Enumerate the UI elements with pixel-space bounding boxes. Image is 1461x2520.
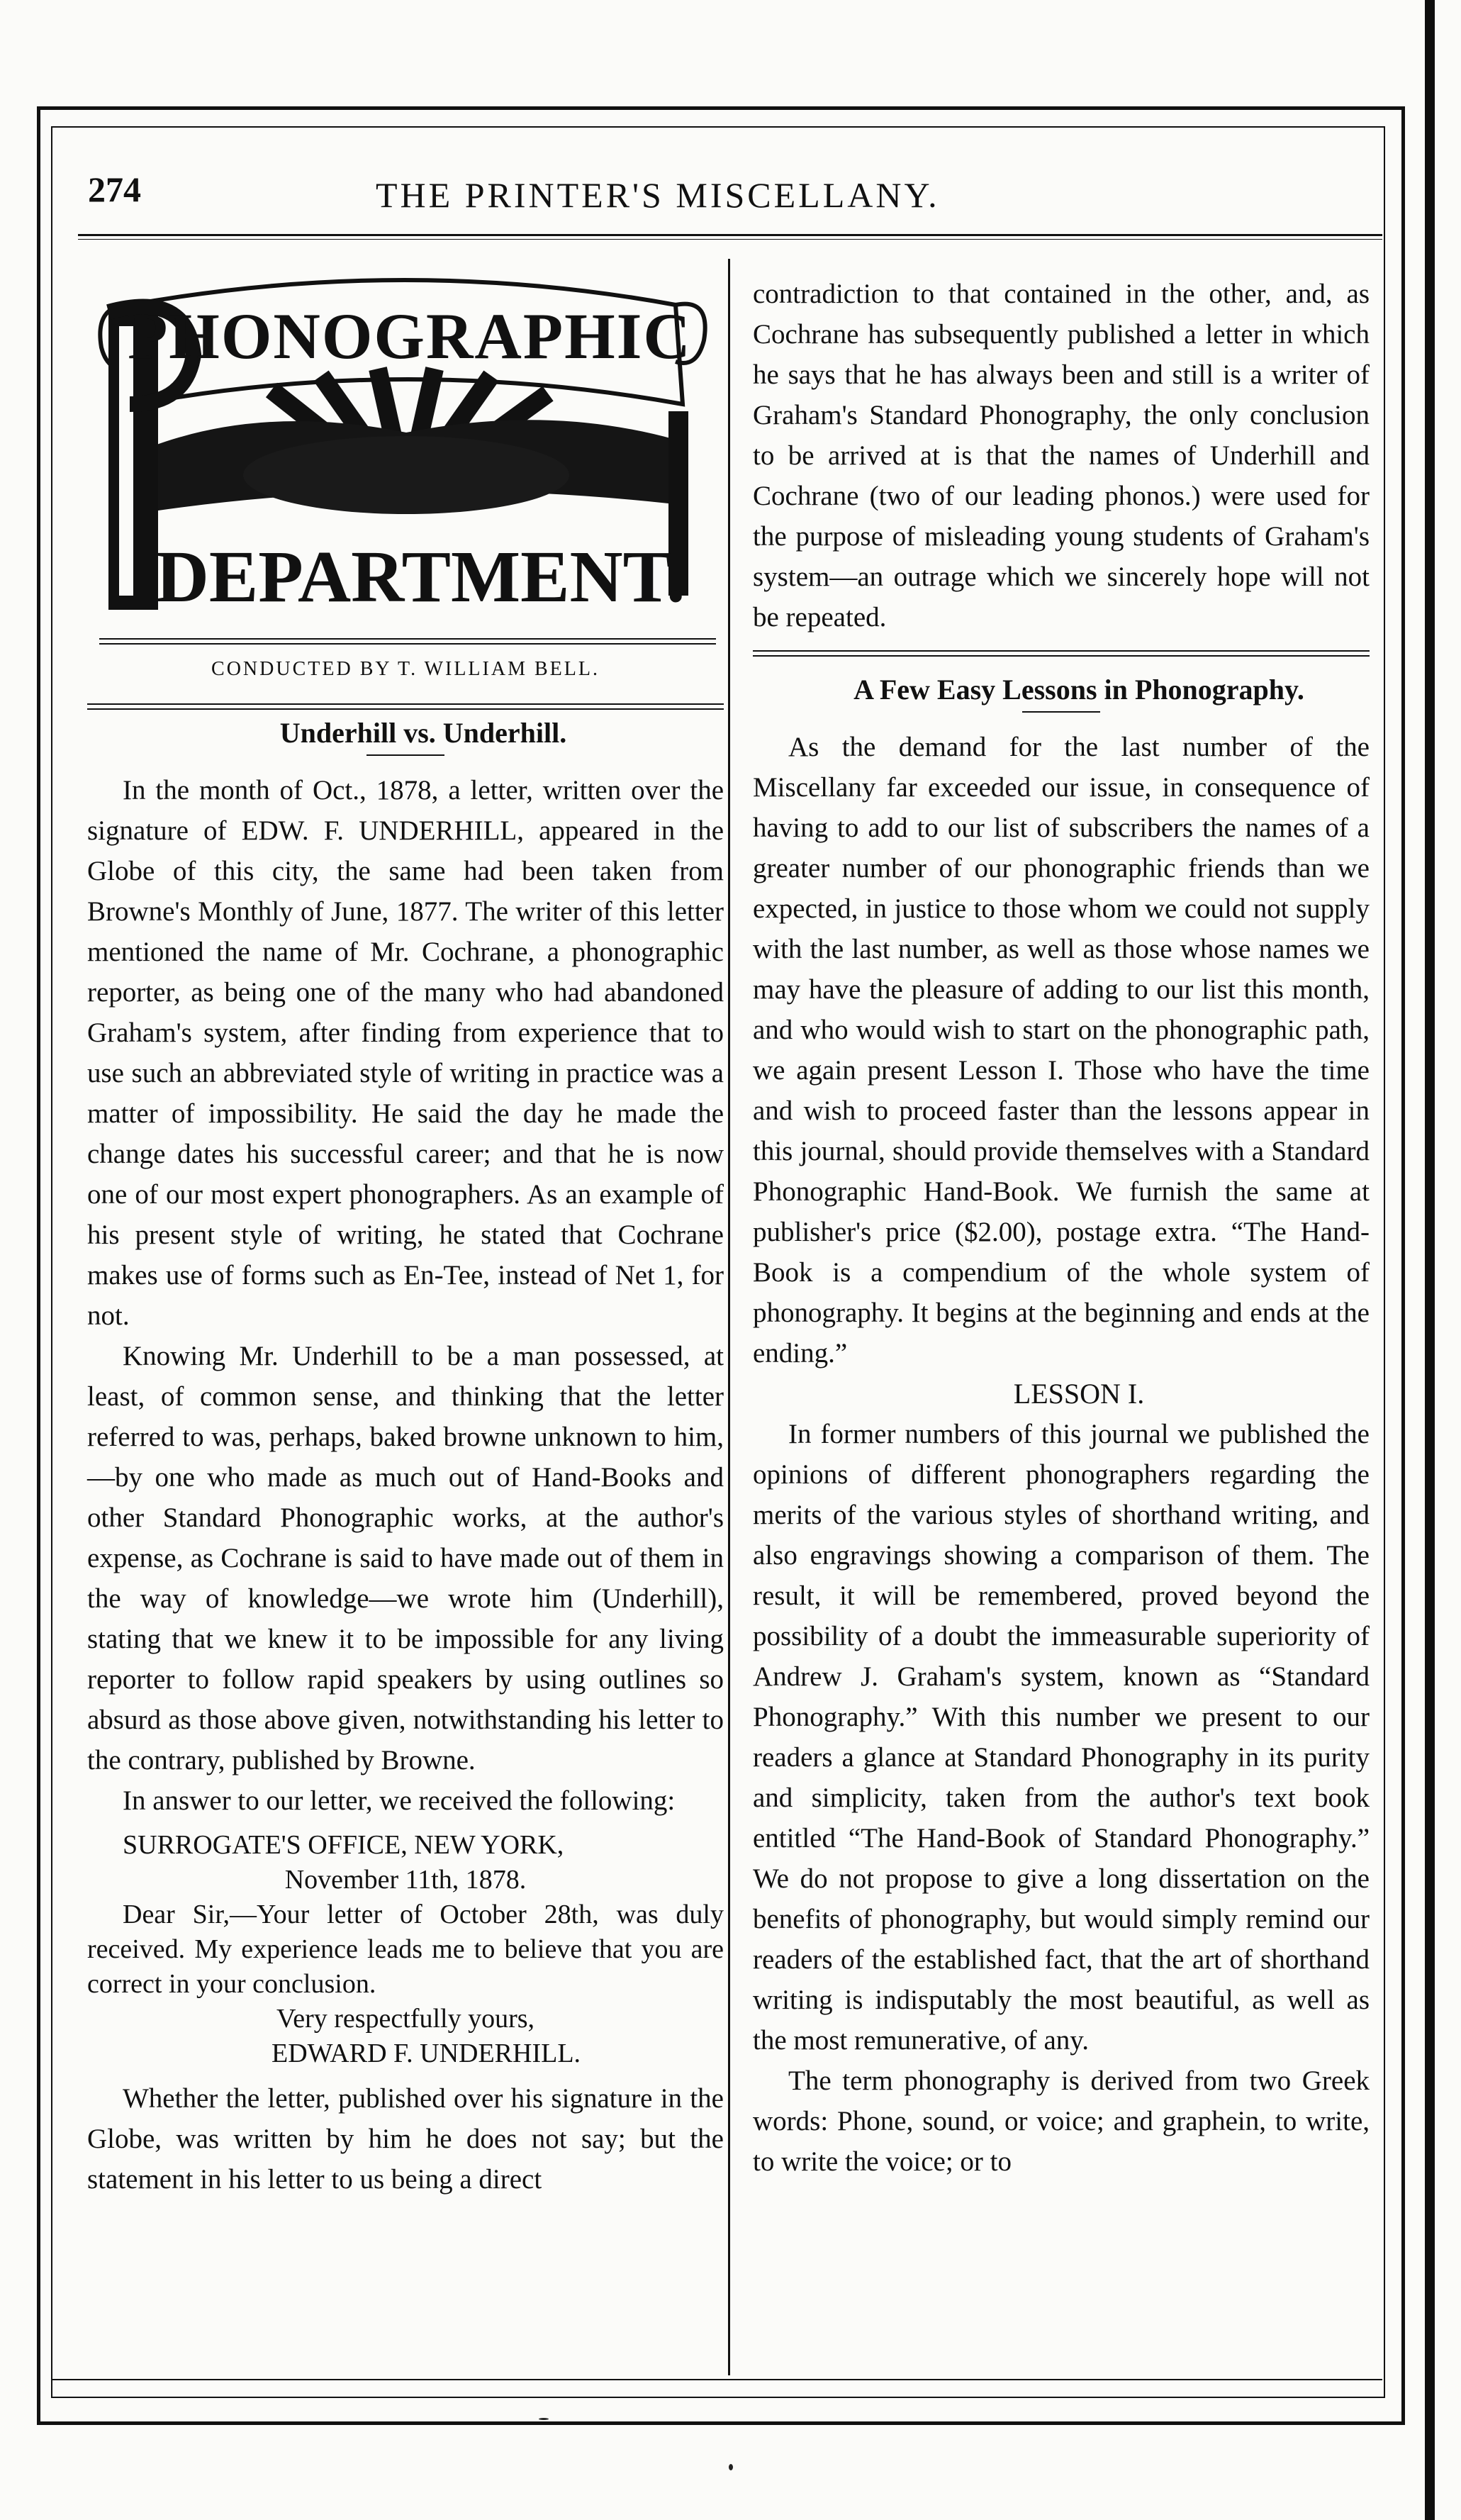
- article-heading-underhill: Underhill vs. Underhill.: [279, 717, 567, 749]
- article1-paragraph-2: Knowing Mr. Underhill to be a man possessed, at least, of common sense, and thinking that the letter referred to was, perhaps, baked browne unknown to him,—by one who made as much out of Hand-Books and other Standard Phonographic works, at the author's expense, as Cochrane is said to have made out of them in the way of knowledge—we wrote him (Underhill), stating that we knew it to be impossible for any living reporter to follow rapid speakers by using outlines so absurd as those above given, notwithstanding his letter to the contrary, published by Browne.: [87, 1341, 724, 1775]
- letter-signature: EDWARD F. UNDERHILL.: [272, 2039, 581, 2068]
- page-number: 274: [88, 169, 141, 209]
- print-speck: [729, 2464, 733, 2470]
- article2-paragraph-3: The term phonography is derived from two Greek words: Phone, sound, or voice; and graphein, to write, to write the voice; or to: [753, 2065, 1370, 2177]
- left-column: [87, 713, 724, 2200]
- header-rule: [78, 234, 1382, 240]
- logo-line-2: DEPARTMENT.: [155, 536, 685, 618]
- print-speck: [539, 2418, 549, 2420]
- heading-rule: [366, 754, 444, 756]
- column-divider: [728, 259, 730, 2375]
- article1-paragraph-1: In the month of Oct., 1878, a letter, written over the signature of EDW. F. UNDERHILL, appeared in the Globe of this city, the same had been taken from Browne's Monthly of June, 1877. The writer of this letter mentioned the name of Mr. Cochrane, a phonographic reporter, as being one of the many who had abandoned Graham's system, after finding from experience that to use such an abbreviated style of writing in practice was a matter of impossibility. He said the day he made the change dates his successful career; and that he is now one of our most expert phonographers. As an example of his present style of writing, he stated that Cochrane makes use of forms such as En-Tee, instead of Net 1, for not.: [87, 775, 724, 1331]
- bottom-rule: [51, 2379, 1382, 2380]
- quoted-letter: [87, 1828, 724, 2071]
- page-edge-shadow: [1425, 0, 1435, 2520]
- logo-line-1: PHONOGRAPHIC: [128, 300, 692, 372]
- article1-paragraph-5: contradiction to that contained in the other, and, as Cochrane has subsequently published a letter in which he says that he has always been and still is a writer of Graham's Standard Phonography, the only conclusion to be arrived at is that the names of Underhill and Cochrane (two of our leading phonos.) were used for the purpose of misleading young students of Graham's system—an outrage which we sincerely hope will not be repeated.: [753, 279, 1370, 632]
- letter-body: Dear Sir,—Your letter of October 28th, was duly received. My experience leads me to believe that you are correct in your conclusion.: [87, 1900, 724, 1999]
- heading-rule: [1022, 711, 1100, 713]
- letter-address-1: SURROGATE'S OFFICE, NEW YORK,: [123, 1830, 564, 1860]
- phonographic-department-logo: [87, 262, 724, 631]
- running-title: THE PRINTER'S MISCELLANY.: [376, 175, 940, 215]
- conducted-by: CONDUCTED BY T. WILLIAM BELL.: [211, 658, 600, 680]
- article1-paragraph-3: In answer to our letter, we received the following:: [123, 1785, 676, 1816]
- lesson-heading: LESSON I.: [1013, 1378, 1145, 1410]
- article2-paragraph-1: As the demand for the last number of the Miscellany far exceeded our issue, in consequence of having to add to our list of subscribers the names of a greater number of our phonographic friends than we expected, in justice to those whom we could not supply with the last number, as well as those whose names we may have the pleasure of adding to our list this month, and who would wish to start on the phonographic path, we again present Lesson I. Those who have the time and wish to proceed faster than the lessons appear in this journal, should provide themselves with a Standard Phonographic Hand-Book. We furnish the same at publisher's price ($2.00), postage extra. “The Hand-Book is a compendium of the whole system of phonography. It begins at the beginning and ends at the ending.”: [753, 732, 1370, 1368]
- letter-closing: Very respectfully yours,: [276, 2004, 535, 2034]
- letter-address-2: November 11th, 1878.: [284, 1865, 527, 1895]
- right-column: [753, 274, 1370, 2182]
- article1-paragraph-4: Whether the letter, published over his signature in the Globe, was written by him he does not say; but the statement in his letter to us being a direct: [87, 2083, 724, 2195]
- section-rule: [87, 703, 724, 710]
- article-heading-lessons: A Few Easy Lessons in Phonography.: [853, 674, 1304, 706]
- article2-paragraph-2: In former numbers of this journal we published the opinions of different phonographers regarding the merits of the various styles of shorthand writing, and also engravings showing a comparison of them. The result, it will be remembered, proved beyond the possibility of a doubt the immeasurable superiority of Andrew J. Graham's system, known as “Standard Phonography.” With this number we present to our readers a glance at Standard Phonography in its purity and simplicity, taken from the author's text book entitled “The Hand-Book of Standard Phonography.” We do not propose to give a long dissertation on the benefits of phonography, but would simply remind our readers of the established fact, that the art of shorthand writing is indisputably the most beautiful, as well as the most remunerative, of any.: [753, 1419, 1370, 2056]
- article-separator-rule: [753, 650, 1370, 657]
- logo-rule: [99, 638, 716, 645]
